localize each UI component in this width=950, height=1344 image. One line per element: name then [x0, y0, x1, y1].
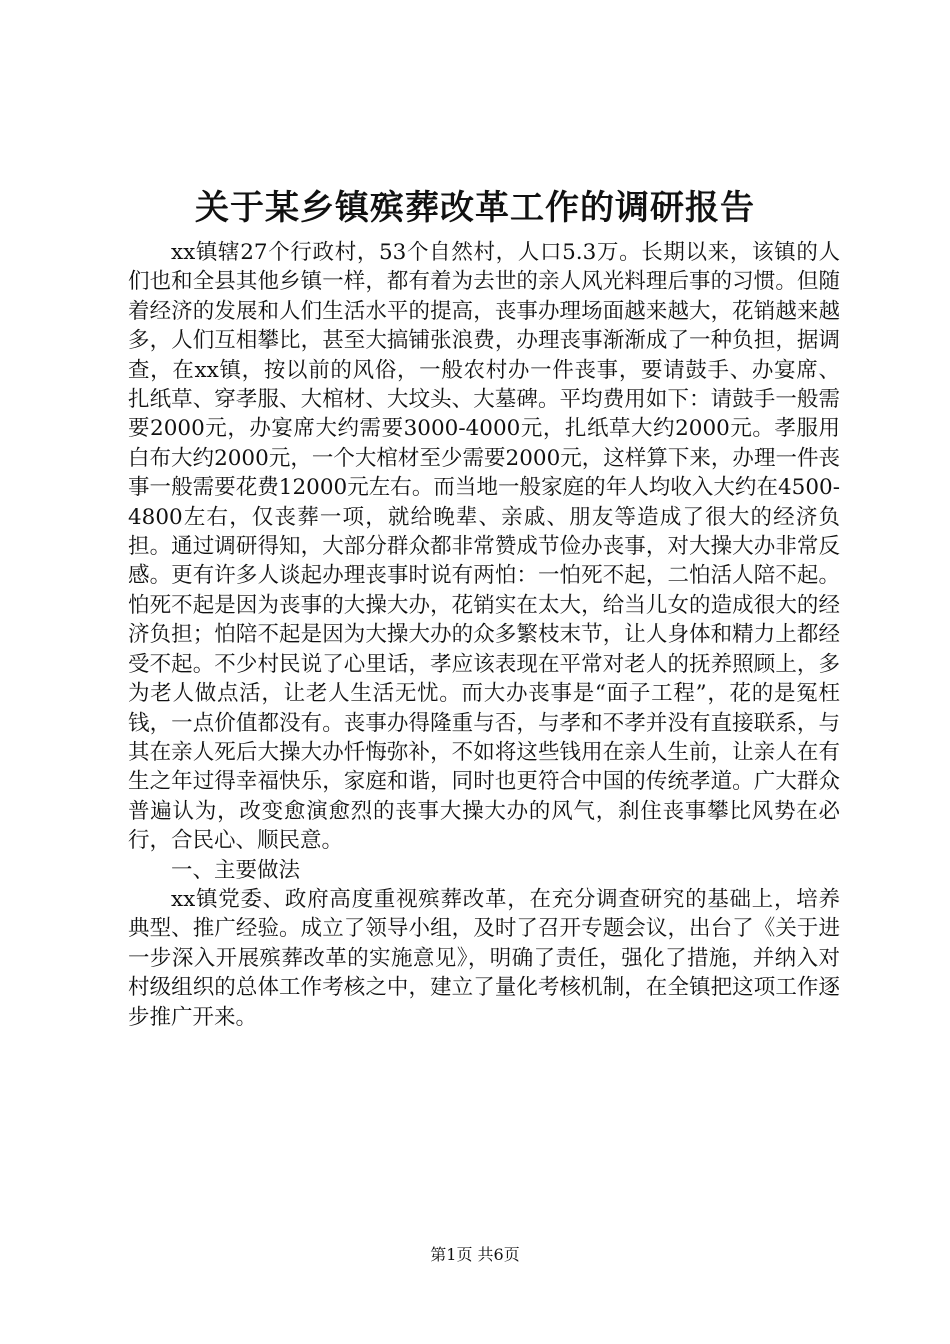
- paragraph-intro: xx镇辖27个行政村，53个自然村，人口5.3万。长期以来，该镇的人们也和全县其他乡镇一样，都有着为去世的亲人风光料理后事的习惯。但随着经济的发展和人们生活水平的提高，丧事办理场面越来越大，花销越来越多，人们互相攀比，甚至大搞铺张浪费，办理丧事渐渐成了一种负担，据调查，在xx镇，按以前的风俗，一般农村办一件丧事，要请鼓手、办宴席、扎纸草、穿孝服、大棺材、大坟头、大墓碑。平均费用如下：请鼓手一般需要2000元，办宴席大约需要3000-4000元，扎纸草大约2000元。孝服用白布大约2000元，一个大棺材至少需要2000元，这样算下来，办理一件丧事一般需要花费12000元左右。而当地一般家庭的年人均收入大约在4500-4800左右，仅丧葬一项，就给晚辈、亲戚、朋友等造成了很大的经济负担。通过调研得知，大部分群众都非常赞成节俭办丧事，对大操大办非常反感。更有许多人谈起办理丧事时说有两怕：一怕死不起，二怕活人陪不起。怕死不起是因为丧事的大操大办，花销实在太大，给当儿女的造成很大的经济负担；怕陪不起是因为大操大办的众多繁枝末节，让人身体和精力上都经受不起。不少村民说了心里话，孝应该表现在平常对老人的抚养照顾上，多为老人做点活，让老人生活无忧。而大办丧事是“面子工程”，花的是冤枉钱，一点价值都没有。丧事办得隆重与否，与孝和不孝并没有直接联系，与其在亲人死后大操大办忏悔弥补，不如将这些钱用在亲人生前，让亲人在有生之年过得幸福快乐，家庭和谐，同时也更符合中国的传统孝道。广大群众普遍认为，改变愈演愈烈的丧事大操大办的风气，刹住丧事攀比风势在必行，合民心、顺民意。: [128, 240, 840, 854]
- document-title: 关于某乡镇殡葬改革工作的调研报告: [195, 188, 755, 228]
- paragraph-main-practices: xx镇党委、政府高度重视殡葬改革，在充分调查研究的基础上，培养典型、推广经验。成立了领导小组，及时了召开专题会议，出台了《关于进一步深入开展殡葬改革的实施意见》，明确了责任，强化了措施，并纳入对村级组织的总体工作考核之中，建立了量化考核机制，在全镇把这项工作逐步推广开来。: [128, 886, 840, 1030]
- page-number-footer: 第1页 共6页: [430, 1245, 520, 1264]
- section-heading-main-practices: 一、主要做法: [171, 857, 301, 883]
- document-body: [128, 238, 840, 1032]
